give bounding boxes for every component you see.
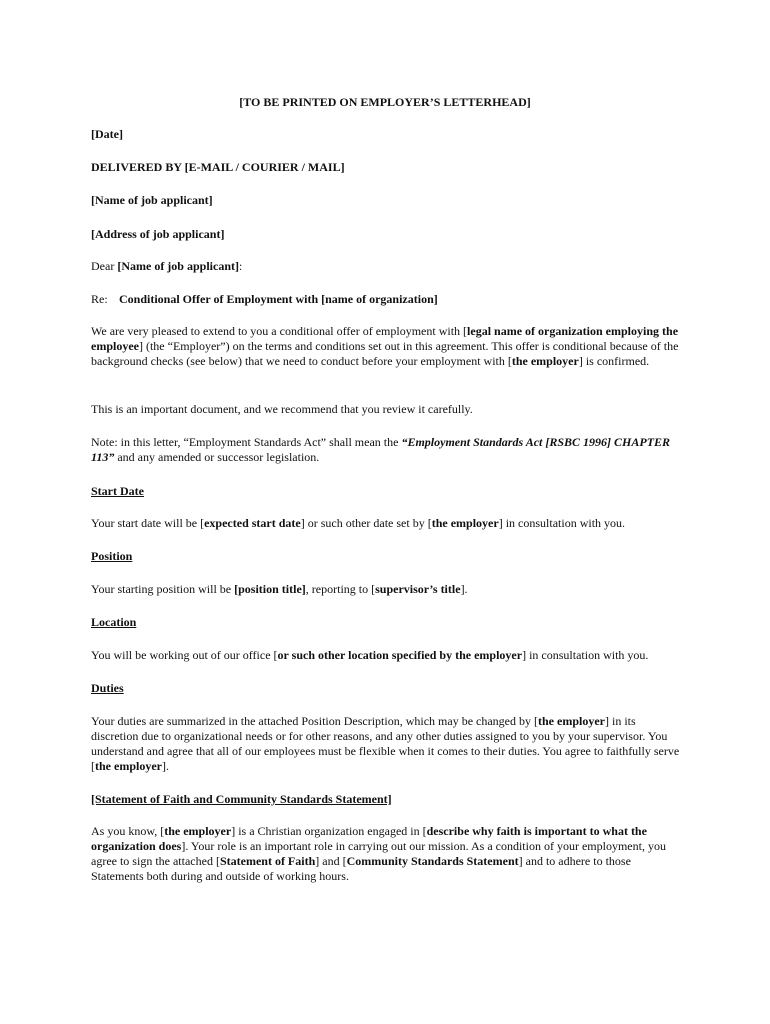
delivery-method: DELIVERED BY [E-MAIL / COURIER / MAIL] (91, 160, 345, 174)
letter-date: [Date] (91, 127, 123, 141)
intro-paragraph: We are very pleased to extend to you a conditional offer of employment with [legal name of organization employing the employee] (the “Employer”) on the terms and conditions set out in this agreement. This offer is conditional because of the background checks (see below) that we need to conduct before your employment with [the employer] is confirmed. (91, 324, 679, 368)
faith-heading: [Statement of Faith and Community Standards Statement] (91, 792, 392, 806)
location-paragraph: You will be working out of our office [or such other location specified by the employer] in consultation with you. (91, 648, 649, 662)
applicant-name: [Name of job applicant] (91, 193, 213, 207)
duties-heading: Duties (91, 681, 124, 695)
note-paragraph: Note: in this letter, “Employment Standards Act” shall mean the “Employment Standards Act [RSBC 1996] CHAPTER 113” and any amended or successor legislation. (91, 435, 671, 464)
position-heading: Position (91, 549, 133, 563)
position-paragraph: Your starting position will be [position title], reporting to [supervisor’s title]. (91, 582, 468, 596)
applicant-address: [Address of job applicant] (91, 227, 225, 241)
letterhead-note: [TO BE PRINTED ON EMPLOYER’S LETTERHEAD] (239, 95, 531, 109)
start-date-paragraph: Your start date will be [expected start date] or such other date set by [the employer] in consultation with you. (91, 516, 626, 530)
start-date-heading: Start Date (91, 484, 144, 498)
salutation: Dear [Name of job applicant]: (91, 259, 243, 273)
faith-paragraph: As you know, [the employer] is a Christian organization engaged in [describe why faith is important to what the organization does]. Your role is an important role in carrying out our mission. As a condition of your employment, you agree to sign the attached [Statement of Faith] and [Community Standards Statement] and to adhere to those Statements both during and outside of working hours. (91, 824, 666, 883)
re-line: Re: Conditional Offer of Employment with [name of organization] (91, 292, 438, 306)
location-heading: Location (91, 615, 137, 629)
duties-paragraph: Your duties are summarized in the attached Position Description, which may be changed by [the employer] in its discretion due to organizational needs or for other reasons, and any other duties assigned to you by your supervisor. You understand and agree that all of our employees must be flexible when it comes to their duties. You agree to faithfully serve [the employer]. (91, 714, 680, 773)
important-paragraph: This is an important document, and we recommend that you review it carefully. (91, 402, 473, 416)
